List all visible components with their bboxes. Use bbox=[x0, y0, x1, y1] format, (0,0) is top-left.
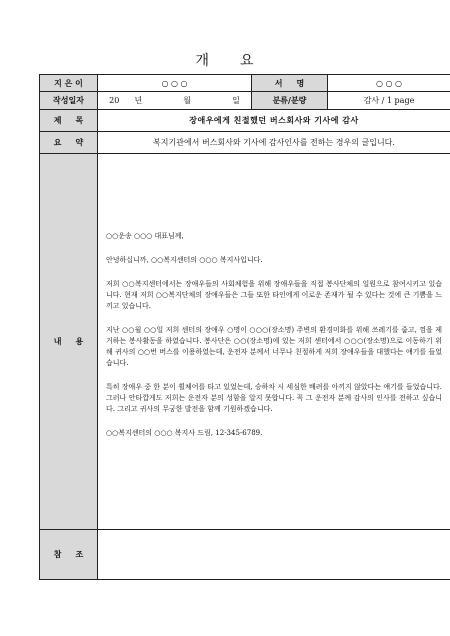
letter-paragraph-1: 저희 ○○복지센터에서는 장애우들의 사회체험을 위해 장애우들을 직접 봉사단체의 일원으로 참여시키고 있습니다. 현재 저희 ○○복지단체의 장애우들은 그들 또한 타인에게 이로운 존재가 될 수 있다는 것에 큰 기쁨을 느끼고 있습니다. bbox=[106, 280, 442, 310]
summary-form-table bbox=[39, 74, 450, 580]
subject-label: 제 목 bbox=[40, 110, 98, 132]
content-row bbox=[40, 154, 450, 530]
date-label: 작성일자 bbox=[40, 92, 98, 110]
reference-label: 참 조 bbox=[40, 530, 98, 580]
reference-row bbox=[40, 530, 450, 580]
letter-greeting: ○○운송 ○○○ 대표님께, bbox=[106, 232, 184, 240]
name-label: 서 명 bbox=[252, 75, 328, 92]
name-value: ○ ○ ○ bbox=[328, 75, 450, 92]
category-label: 분류/분량 bbox=[252, 92, 328, 110]
date-year-unit: 년 bbox=[134, 96, 143, 105]
subject-value: 장애우에게 친절했던 버스회사와 기사에 감사 bbox=[98, 110, 450, 132]
writer-row bbox=[40, 75, 450, 92]
date-row bbox=[40, 92, 450, 110]
letter-paragraph-2: 지난 ○○월 ○○일 저희 센터의 장애우 ○명이 ○○○(장소명) 주변의 환경미화를 위해 쓰레기를 줍고, 껌을 제거하는 봉사활동을 하였습니다. 봉사단은 ○○(장소명)에 있는 저희 센터에서 ○○○(장소명)으로 이동하기 위해 귀사의 ○○번 버스를 이용하였는데, 운전자 분께서 너무나 친절하게 저희 장애우들을 대했다는 얘기를 들었습니다. bbox=[106, 326, 442, 367]
content-label: 내 용 bbox=[40, 154, 98, 530]
date-day-unit: 일 bbox=[232, 96, 240, 105]
content-body bbox=[98, 154, 450, 530]
category-value: 감사 / 1 page bbox=[328, 92, 450, 110]
date-month-unit: 월 bbox=[183, 96, 191, 105]
date-year: 20 bbox=[109, 96, 120, 105]
title-left: 개 bbox=[195, 53, 210, 69]
summary-row bbox=[40, 132, 450, 154]
writer-label: 지 은 이 bbox=[40, 75, 98, 92]
date-value bbox=[98, 92, 252, 110]
summary-label: 요 약 bbox=[40, 132, 98, 154]
letter-paragraph-3: 특히 장애우 중 한 분이 휠체어를 타고 있었는데, 승하차 시 세심한 배려를 아끼지 않았다는 얘기를 들었습니다. 그러나 안타깝게도 저희는 운전자 분의 성함을 알지 못합니다. 꼭 그 운전자 분께 감사의 인사를 전하고 싶습니다. 그리고 귀사의 무궁한 발전을 함께 기원하겠습니다. bbox=[106, 383, 442, 413]
reference-value bbox=[98, 530, 450, 580]
letter-intro: 안녕하십니까, ○○복지센터의 ○○○ 복지사입니다. bbox=[106, 256, 263, 264]
title-right: 요 bbox=[240, 53, 255, 69]
summary-value: 복지기관에서 버스회사와 기사에 감사인사를 전하는 경우의 글입니다. bbox=[98, 132, 450, 154]
writer-value: ○ ○ ○ bbox=[98, 75, 252, 92]
document-title bbox=[0, 50, 450, 70]
letter-signature: ○○복지센터의 ○○○ 복지사 드림, 12-345-6789. bbox=[106, 429, 263, 437]
subject-row bbox=[40, 110, 450, 132]
